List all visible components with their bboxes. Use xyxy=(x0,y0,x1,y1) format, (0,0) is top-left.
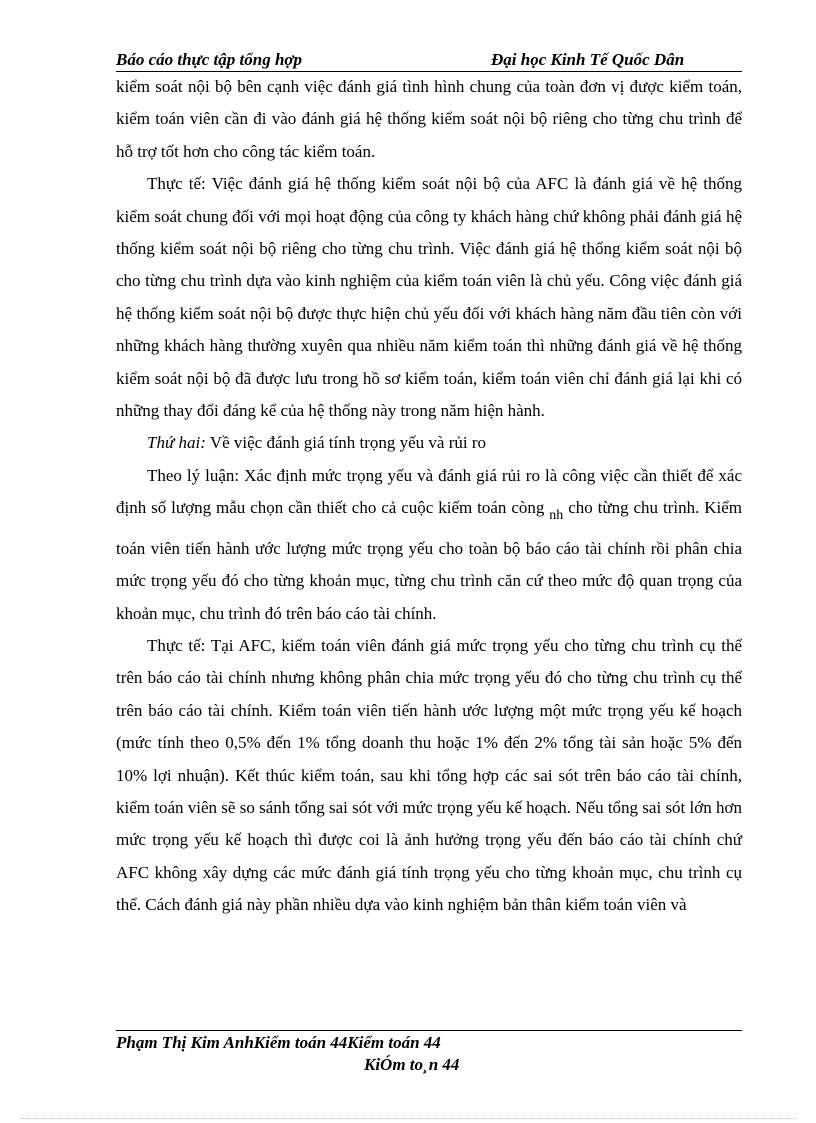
page-header xyxy=(116,50,742,72)
section-heading-text: Về việc đánh giá tính trọng yếu và rủi ro xyxy=(205,433,486,453)
header-university: Đại học Kinh Tế Quốc Dân xyxy=(491,50,685,69)
header-report-title: Báo cáo thực tập tổng hợp xyxy=(116,50,303,69)
footer-divider xyxy=(116,1030,742,1031)
footer-course-line: KiÓm to¸n 44 xyxy=(364,1055,460,1074)
paragraph-5: Thực tế: Tại AFC, kiểm toán viên đánh giá mức trọng yếu cho từng chu trình cụ thể trên báo cáo tài chính nhưng không phân chia mức trọng yếu đó cho từng chu trình cụ thể trên báo cáo tài chính. Kiểm toán viên tiến hành ước lượng một mức trọng yếu kế hoạch (mức tính theo 0,5% đến 1% tổng doanh thu hoặc 1% đến 2% tổng tài sản hoặc 5% đến 10% lợi nhuận). Kết thúc kiểm toán, sau khi tổng hợp các sai sót trên báo cáo tài chính, kiểm toán viên sẽ so sánh tổng sai sót với mức trọng yếu kế hoạch. Nếu tổng sai sót lớn hơn mức trọng yếu kế hoạch thì được coi là ảnh hưởng trọng yếu đến báo cáo tài chính chứ AFC không xây dựng các mức đánh giá tính trọng yếu cho từng khoản mục, chu trình cụ thể. Cách đánh giá này phần nhiều dựa vào kinh nghiệm bản thân kiểm toán viên và xyxy=(116,635,742,915)
paragraph-4-part-b: cho từng chu trình. Kiểm toán viên tiến hành ước lượng mức trọng yếu cho toàn bộ báo cáo tài chính rồi phân chia mức trọng yếu đó cho từng khoản mục, từng chu trình căn cứ theo mức độ quan trọng của khoản mục, chu trình đó trên báo cáo tài chính. xyxy=(116,498,742,623)
paragraph-2: Thực tế: Việc đánh giá hệ thống kiểm soát nội bộ của AFC là đánh giá về hệ thống kiểm soát chung đối với mọi hoạt động của công ty khách hàng chứ không phải đánh giá hệ thống kiểm soát nội bộ riêng cho từng chu trình. Việc đánh giá hệ thống kiểm soát nội bộ cho từng chu trình dựa vào kinh nghiệm của kiểm toán viên là chủ yếu. Công việc đánh giá hệ thống kiểm soát nội bộ được thực hiện chủ yếu đối với khách hàng năm đầu tiên còn với những khách hàng thường xuyên qua nhiều năm kiểm toán thì những đánh giá về hệ thống kiểm soát nội bộ đã được lưu trong hồ sơ kiểm toán, kiểm toán viên chỉ đánh giá lại khi có những thay đổi đáng kể của hệ thống này trong năm hiện hành. xyxy=(116,174,742,421)
paragraph-3 xyxy=(116,427,742,459)
section-label: Thứ hai: xyxy=(147,433,206,453)
paragraph-4-part-a: Theo lý luận: Xác định mức trọng yếu và đánh giá rủi ro là công việc cần thiết để xác định số lượng mẫu chọn cần thiết cho cả cuộc kiểm toán còng xyxy=(116,465,742,518)
paragraph-1: kiểm soát nội bộ bên cạnh việc đánh giá tình hình chung của toàn đơn vị được kiểm toán, kiểm toán viên cần đi vào đánh giá hệ thống kiểm soát nội bộ riêng cho từng chu trình để hỗ trợ tốt hơn cho công tác kiểm toán. xyxy=(116,77,742,161)
footer-author-line: Phạm Thị Kim AnhKiểm toán 44Kiểm toán 44 xyxy=(116,1033,441,1052)
paragraph-4-fragment: nh xyxy=(549,508,564,524)
page-bottom-edge xyxy=(20,1118,796,1119)
document-body xyxy=(116,71,742,922)
paragraph-4 xyxy=(116,460,742,630)
